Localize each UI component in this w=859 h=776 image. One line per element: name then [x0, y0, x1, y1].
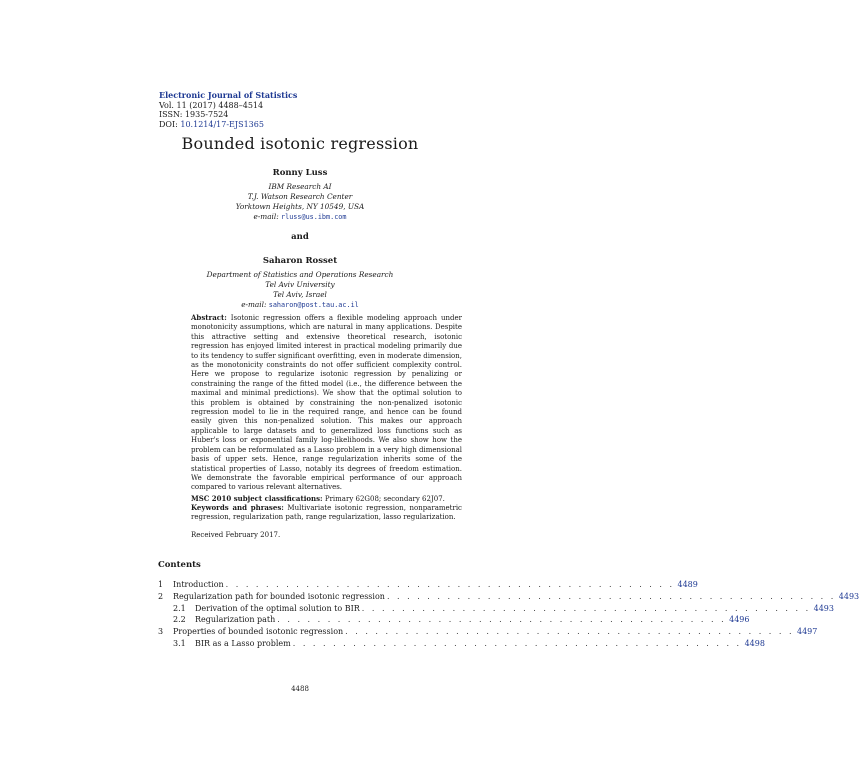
author-email-link[interactable]: saharon@post.tau.ac.il — [268, 301, 359, 309]
journal-info — [159, 91, 297, 129]
received-date: Received February 2017. — [191, 531, 281, 539]
doi-label: DOI: — [159, 119, 178, 129]
affiliation-line: Department of Statistics and Operations Research — [206, 270, 394, 279]
toc-entry[interactable] — [158, 627, 818, 639]
toc-page-link[interactable]: 4496 — [729, 615, 750, 625]
affiliation-line: Tel Aviv, Israel — [273, 290, 327, 299]
author-email-line — [0, 300, 600, 310]
toc-entry[interactable] — [158, 580, 698, 592]
journal-doi — [159, 120, 297, 130]
abstract-text: Isotonic regression offers a flexible modeling approach under monotonicity assumptions, which are natural in many applications. Despite this attractive setting and extensive theoretical research, isotonic regression has enjoyed limited interest in practical modeling primarily due to its tendency to suffer significant overfitting, even in moderate dimension, as the monotonicity constraints do not offer sufficient complexity control. Here we propose to regularize isotonic regression by penalizing or constraining the range of the fitted model (i.e., the difference between the maximal and minimal predictions). We show that the optimal solution to this problem is obtained by constraining the non-penalized isotonic regression model to lie in the required range, and hence can be found easily given this non-penalized solution. This makes our approach applicable to large datasets and to generalized loss functions such as Huber's loss or exponential family log-likelihoods. We also show how the problem can be reformulated as a Lasso problem in a very high dimensional basis of upper sets. Hence, range regularization inherits some of the statistical properties of Lasso, notably its degrees of freedom estimation. We demonstrate the favorable empirical performance of our approach compared to various relevant alternatives. — [191, 314, 462, 492]
keywords-label: Keywords and phrases: — [191, 503, 284, 512]
toc-page-link[interactable]: 4489 — [677, 580, 698, 589]
toc-leader-dots: . . . . . . . . . . . . . . . . . . . . . . . . . . . . . . . . . . . . . . . . . . . . . — [361, 603, 811, 613]
author-separator: and — [291, 232, 309, 242]
journal-name[interactable]: Electronic Journal of Statistics — [159, 90, 298, 100]
affiliation-line: Yorktown Heights, NY 10549, USA — [235, 202, 365, 211]
author-affiliation-1 — [0, 182, 600, 222]
toc-title: Properties of bounded isotonic regression — [173, 627, 344, 637]
toc-page-link[interactable]: 4497 — [797, 627, 818, 637]
toc-leader-dots: . . . . . . . . . . . . . . . . . . . . . . . . . . . . . . . . . . . . . . . . . . . . . — [386, 591, 836, 601]
doi-link[interactable]: 10.1214/17-EJS1365 — [180, 119, 264, 129]
toc-entry[interactable] — [158, 603, 834, 616]
toc-number: 3 — [158, 627, 164, 637]
msc-label: MSC 2010 subject classifications: — [191, 494, 323, 503]
keywords — [191, 503, 462, 523]
toc-number: 1 — [158, 580, 164, 589]
toc-title: Regularization path for bounded isotonic regression — [173, 591, 385, 601]
toc-leader-dots: . . . . . . . . . . . . . . . . . . . . . . . . . . . . . . . . . . . . . . . . . . . . . — [225, 580, 675, 589]
page-number: 4488 — [291, 685, 309, 693]
toc-title: BIR as a Lasso problem — [195, 638, 291, 648]
toc-title: Regularization path — [195, 615, 276, 625]
msc-text: Primary 62G08; secondary 62J07. — [324, 495, 445, 503]
abstract — [191, 313, 462, 493]
toc-entry[interactable] — [158, 591, 859, 604]
toc-page-link[interactable]: 4493 — [813, 603, 834, 613]
toc-page-link[interactable]: 4498 — [744, 638, 765, 648]
toc-page-link[interactable]: 4493 — [838, 591, 859, 601]
paper-title: Bounded isotonic regression — [181, 134, 419, 153]
toc-number: 3.1 — [173, 638, 186, 648]
author-email-link[interactable]: rluss@us.ibm.com — [281, 213, 347, 221]
toc-leader-dots: . . . . . . . . . . . . . . . . . . . . . . . . . . . . . . . . . . . . . . . . . . . . . — [345, 627, 794, 637]
toc-title: Introduction — [173, 580, 224, 589]
author-name-1: Ronny Luss — [272, 168, 328, 178]
toc-number: 2.1 — [173, 603, 186, 613]
journal-issn: ISSN: 1935-7524 — [159, 110, 229, 120]
affiliation-line: T.J. Watson Research Center — [247, 192, 353, 201]
contents-heading: Contents — [158, 560, 201, 570]
keywords-text: Multivariate isotonic regression, nonparametric regression, regularization path, range regularization, lasso regularization. — [191, 504, 462, 522]
author-email-line — [0, 212, 600, 222]
toc-entry[interactable] — [158, 615, 750, 627]
author-name-2: Saharon Rosset — [262, 256, 338, 266]
journal-volume: Vol. 11 (2017) 4488–4514 — [159, 100, 264, 110]
toc-leader-dots: . . . . . . . . . . . . . . . . . . . . . . . . . . . . . . . . . . . . . . . . . . . . . — [292, 638, 742, 648]
toc-title: Derivation of the optimal solution to BIR — [195, 603, 360, 613]
toc-entry[interactable] — [158, 638, 765, 651]
abstract-label: Abstract: — [191, 313, 227, 322]
toc-number: 2 — [158, 591, 164, 601]
toc-number: 2.2 — [173, 615, 186, 625]
affiliation-line: Tel Aviv University — [265, 280, 335, 289]
email-label: e-mail: — [241, 300, 267, 309]
affiliation-line: IBM Research AI — [268, 182, 332, 191]
author-affiliation-2 — [0, 270, 600, 310]
toc-leader-dots: . . . . . . . . . . . . . . . . . . . . . . . . . . . . . . . . . . . . . . . . . . . . . — [277, 615, 727, 625]
email-label: e-mail: — [253, 212, 279, 221]
table-of-contents — [158, 580, 859, 651]
